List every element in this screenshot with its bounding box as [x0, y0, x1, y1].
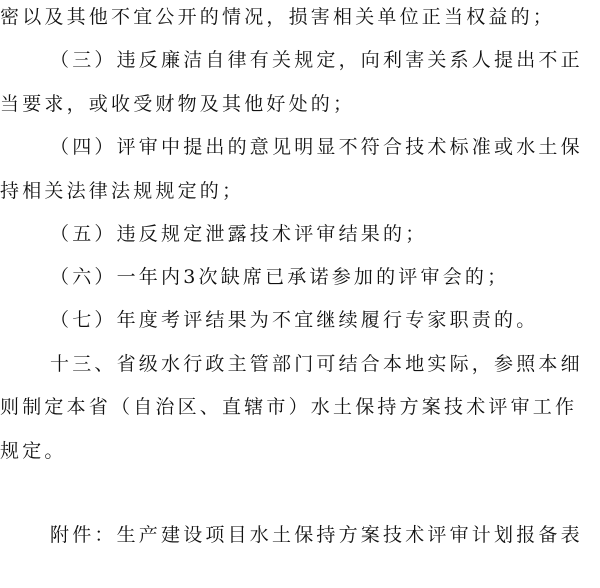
- item-seven-line: （七）年度考评结果为不宜继续履行专家职责的。: [50, 309, 539, 331]
- article-thirteen-line-2: 则制定本省（自治区、直辖市）水土保持方案技术评审工作: [0, 396, 578, 418]
- attachment-line: 附件：生产建设项目水土保持方案技术评审计划报备表: [50, 524, 583, 546]
- article-thirteen-line-1: 十三、省级水行政主管部门可结合本地实际，参照本细: [50, 353, 583, 375]
- item-three-line-1: （三）违反廉洁自律有关规定，向利害关系人提出不正: [50, 49, 583, 71]
- item-six-line: （六）一年内3次缺席已承诺参加的评审会的；: [50, 266, 510, 288]
- article-thirteen-line-3: 规定。: [0, 440, 67, 462]
- item-five-line: （五）违反规定泄露技术评审结果的；: [50, 223, 428, 245]
- item-four-line-2: 持相关法律法规规定的；: [0, 180, 245, 202]
- paragraph-line-continuation: 密以及其他不宜公开的情况，损害相关单位正当权益的；: [0, 6, 556, 28]
- item-four-line-1: （四）评审中提出的意见明显不符合技术标准或水土保: [50, 136, 583, 158]
- item-three-line-2: 当要求，或收受财物及其他好处的；: [0, 93, 356, 115]
